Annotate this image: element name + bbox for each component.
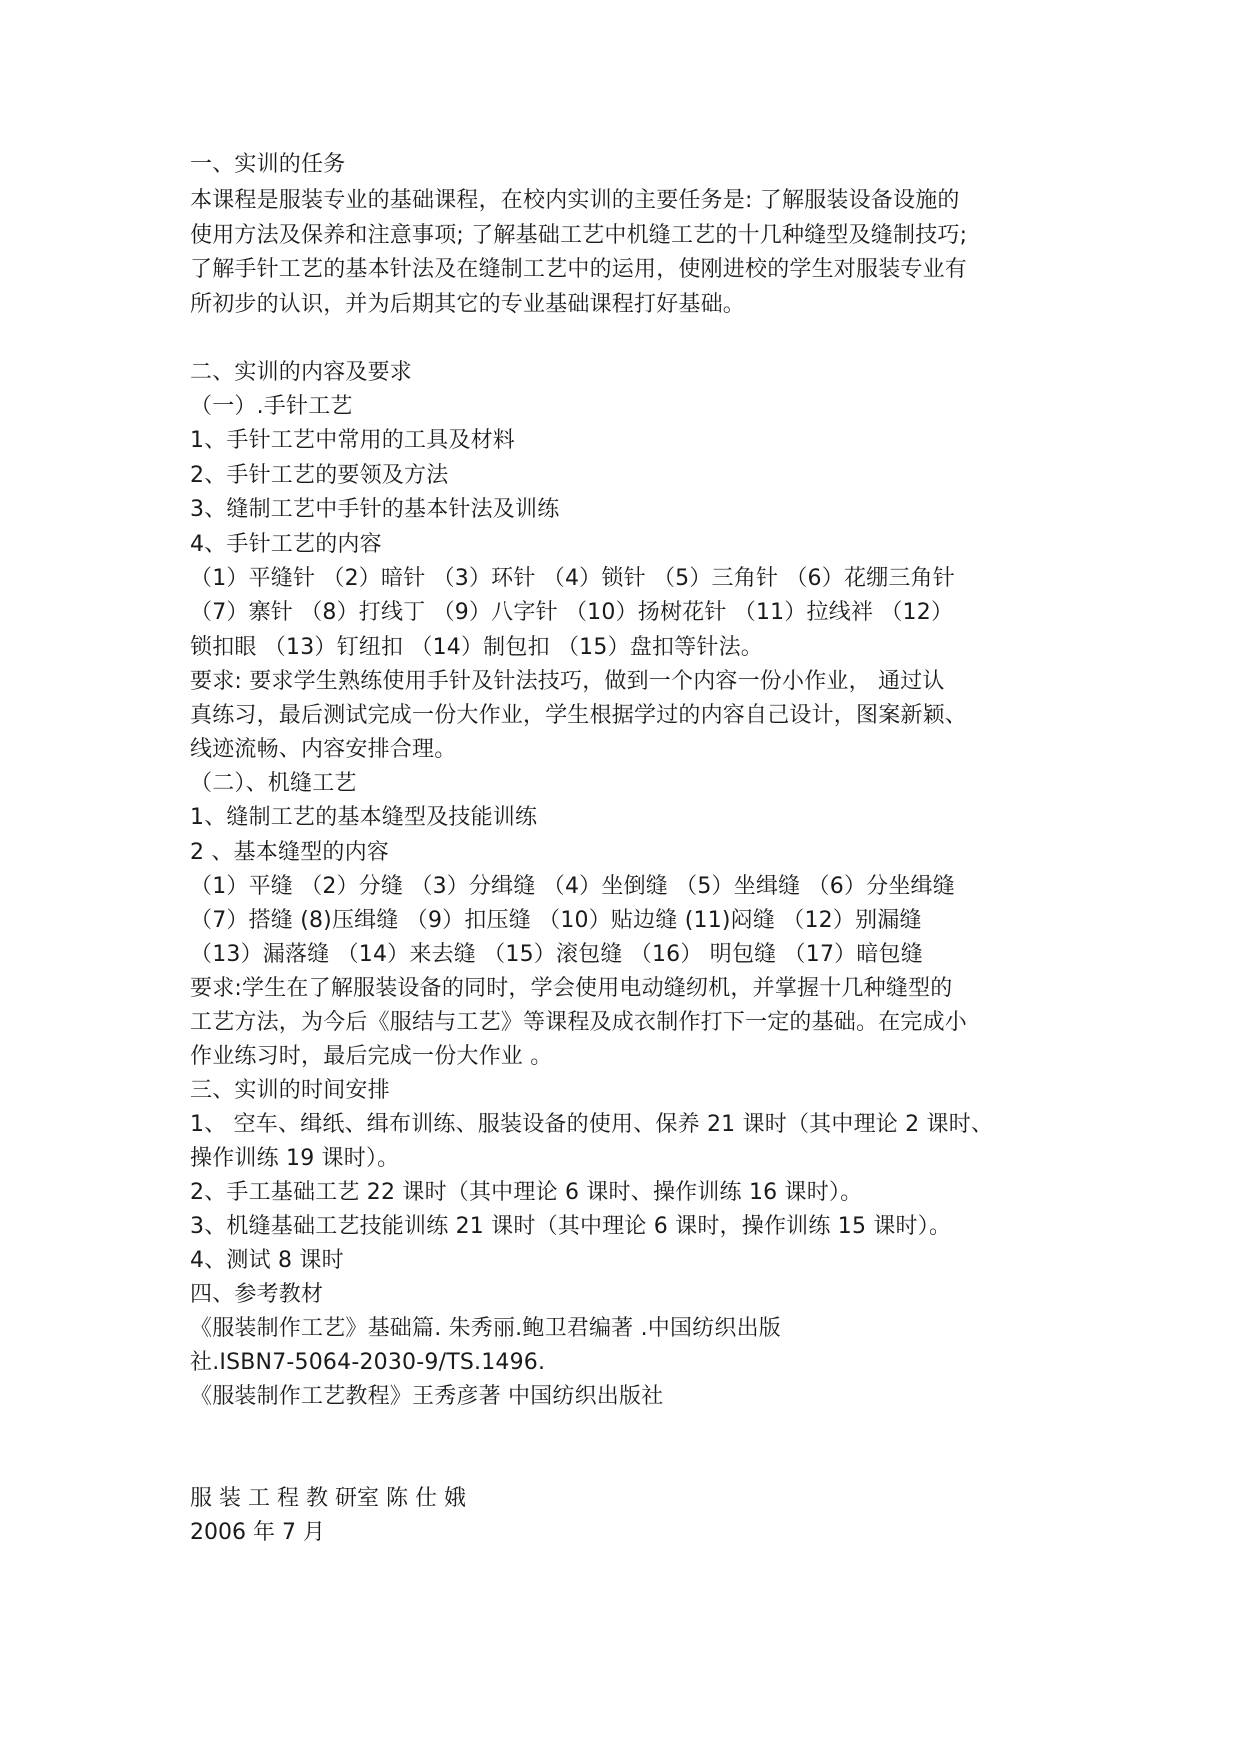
subsection-heading-machine: （二）、机缝工艺: [190, 771, 357, 796]
section-heading-content: 二、实训的内容及要求: [190, 360, 413, 385]
seam-list-line: （13）漏落缝 （14）来去缝 （15）滚包缝 （16） 明包缝 （17）暗包缝: [190, 942, 923, 967]
requirement-line: 线迹流畅、内容安排合理。: [190, 737, 457, 762]
reference-line: 《服装制作工艺教程》王秀彦著 中国纺织出版社: [190, 1384, 664, 1409]
section-heading-references: 四、参考教材: [190, 1282, 324, 1307]
seam-list-line: （1）平缝 （2）分缝 （3）分缉缝 （4）坐倒缝 （5）坐缉缝 （6）分坐缉缝: [190, 874, 955, 899]
list-item: 2 、基本缝型的内容: [190, 840, 389, 865]
signature-office: 服 装 工 程 教 研室 陈 仕 娥: [190, 1486, 466, 1511]
paragraph-line: 所初步的认识，并为后期其它的专业基础课程打好基础。: [190, 292, 746, 317]
seam-list-line: （7）搭缝 (8)压缉缝 （9）扣压缝 （10）贴边缝 (11)闷缝 （12）别漏缝: [190, 908, 922, 933]
requirement-line: 真练习，最后测试完成一份大作业，学生根据学过的内容自己设计，图案新颖、: [190, 703, 968, 728]
stitch-list-line: （7）寨针 （8）打线丁 （9）八字针 （10）扬树花针 （11）拉线袢 （12）: [190, 600, 954, 625]
list-item: 3、缝制工艺中手针的基本针法及训练: [190, 497, 560, 522]
reference-line: 社.ISBN7-5064-2030-9/TS.1496.: [190, 1350, 546, 1375]
requirement-line: 要求:学生在了解服装设备的同时，学会使用电动缝纫机，并掌握十几种缝型的: [190, 976, 953, 1001]
schedule-line: 4、测试 8 课时: [190, 1248, 344, 1273]
reference-line: 《服装制作工艺》基础篇. 朱秀丽.鲍卫君编著 .中国纺织出版: [190, 1316, 781, 1341]
list-item: 4、手针工艺的内容: [190, 532, 382, 557]
schedule-line: 1、 空车、缉纸、缉布训练、服装设备的使用、保养 21 课时（其中理论 2 课时、: [190, 1112, 994, 1137]
schedule-line: 3、机缝基础工艺技能训练 21 课时（其中理论 6 课时，操作训练 15 课时）。: [190, 1214, 952, 1239]
list-item: 1、缝制工艺的基本缝型及技能训练: [190, 805, 538, 830]
signature-date: 2006 年 7 月: [190, 1520, 325, 1545]
stitch-list-line: （1）平缝针 （2）暗针 （3）环针 （4）锁针 （5）三角针 （6）花绷三角针: [190, 566, 955, 591]
paragraph-line: 了解手针工艺的基本针法及在缝制工艺中的运用，使刚进校的学生对服装专业有: [190, 257, 968, 282]
requirement-line: 工艺方法，为今后《服结与工艺》等课程及成衣制作打下一定的基础。在完成小: [190, 1010, 968, 1035]
paragraph-line: 本课程是服装专业的基础课程，在校内实训的主要任务是: 了解服装设备设施的: [190, 188, 960, 213]
requirement-line: 要求: 要求学生熟练使用手针及针法技巧，做到一个内容一份小作业， 通过认: [190, 669, 945, 694]
schedule-line: 2、手工基础工艺 22 课时（其中理论 6 课时、操作训练 16 课时）。: [190, 1180, 863, 1205]
stitch-list-line: 锁扣眼 （13）钉纽扣 （14）制包扣 （15）盘扣等针法。: [190, 635, 763, 660]
requirement-line: 作业练习时，最后完成一份大作业 。: [190, 1044, 553, 1069]
list-item: 1、手针工艺中常用的工具及材料: [190, 428, 515, 453]
section-heading-task: 一、实训的任务: [190, 152, 346, 177]
list-item: 2、手针工艺的要领及方法: [190, 463, 449, 488]
paragraph-line: 使用方法及保养和注意事项; 了解基础工艺中机缝工艺的十几种缝型及缝制技巧;: [190, 223, 968, 248]
schedule-line: 操作训练 19 课时）。: [190, 1146, 400, 1171]
subsection-heading-hand-needle: （一）.手针工艺: [190, 394, 353, 419]
section-heading-schedule: 三、实训的时间安排: [190, 1078, 390, 1103]
